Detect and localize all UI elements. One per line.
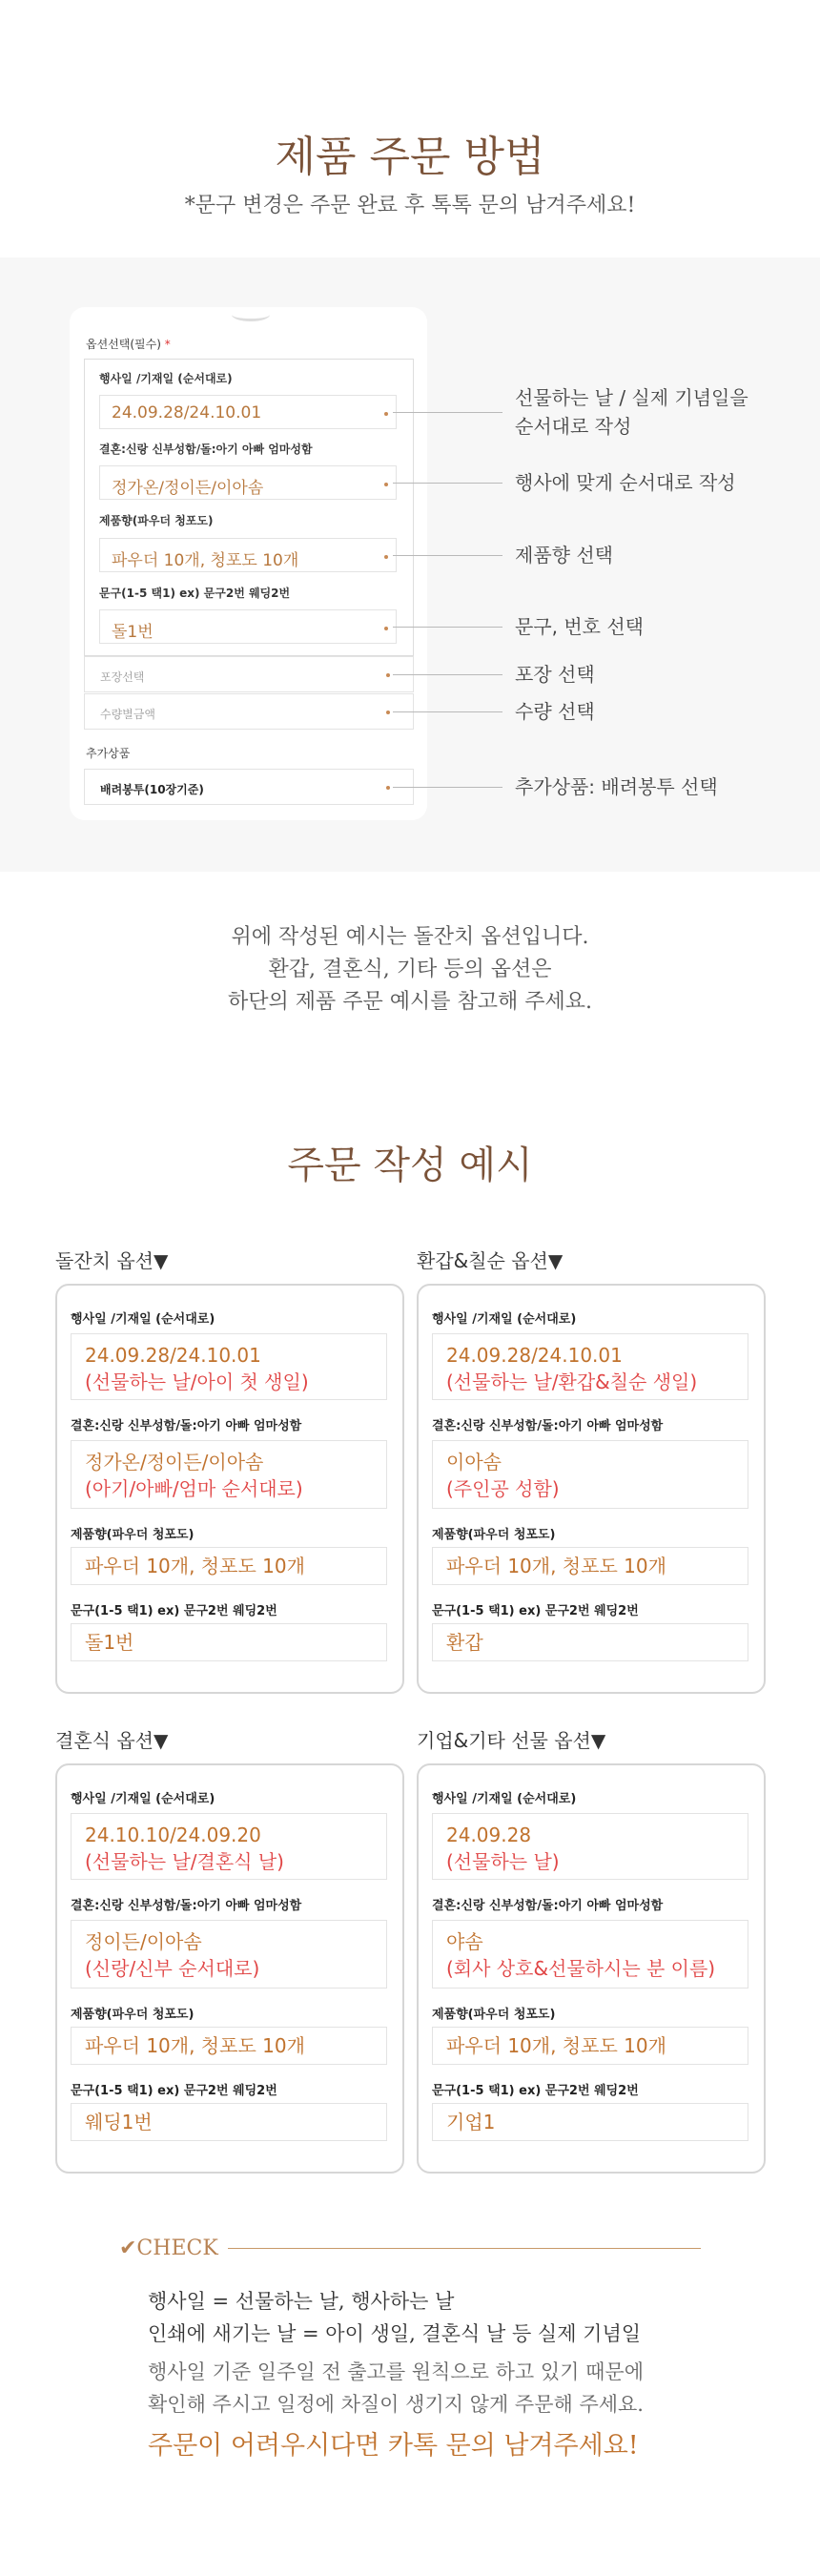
page-subtitle: *문구 변경은 주문 완료 후 톡톡 문의 남겨주세요! [184,194,636,217]
check-line-2: 인쇄에 새기는 날 = 아이 생일, 결혼식 날 등 실제 기념일 [148,2322,642,2345]
names-field: 이아솜 (주인공 성함) [432,1440,748,1509]
callout-line [393,627,502,628]
date-field: 24.09.28 (선물하는 날) [432,1813,748,1880]
names-label: 결혼:신랑 신부성함/돌:아기 아빠 엄마성함 [432,1899,664,1913]
names-label: 결혼:신랑 신부성함/돌:아기 아빠 엄마성함 [71,1899,302,1913]
names-label: 결혼:신랑 신부성함/돌:아기 아빠 엄마성함 [99,443,313,456]
phrase-field: 기업1 [432,2103,748,2141]
callout-phrase: 문구, 번호 선택 [515,615,644,638]
addon-title: 추가상품 [86,747,131,760]
option-title: 옵션선택(필수) * [86,338,171,351]
callout-addon: 추가상품: 배려봉투 선택 [515,775,718,798]
scent-field: 파우더 10개, 청포도 10개 [71,2027,387,2065]
callout-date: 선물하는 날 / 실제 기념일을 순서대로 작성 [515,386,748,438]
addon-select[interactable]: 배려봉투(10장기준) [84,769,414,805]
callout-line [393,711,502,712]
names-field: 야솜 (회사 상호&선물하시는 분 이름) [432,1920,748,1989]
scent-field: 파우더 10개, 청포도 10개 [432,2027,748,2065]
callout-names: 행사에 맞게 순서대로 작성 [515,471,736,494]
examples-title: 주문 작성 예시 [287,1144,533,1187]
callout-line [393,787,502,788]
phrase-input[interactable]: 돌1번 [99,609,397,644]
required-mark: * [164,338,171,351]
callout-packaging: 포장 선택 [515,663,595,686]
date-field: 24.09.28/24.10.01 (선물하는 날/아이 첫 생일) [71,1333,387,1400]
scent-label: 제품향(파우더 청포도) [71,1528,195,1542]
phrase-label: 문구(1-5 택1) ex) 문구2번 웨딩2번 [432,1604,639,1618]
names-field: 정이든/이아솜 (신랑/신부 순서대로) [71,1920,387,1989]
phrase-label: 문구(1-5 택1) ex) 문구2번 웨딩2번 [71,2084,277,2098]
notice-line: 위에 작성된 예시는 돌잔치 옵션입니다. [231,925,589,949]
phrase-label: 문구(1-5 택1) ex) 문구2번 웨딩2번 [432,2084,639,2098]
names-label: 결혼:신랑 신부성함/돌:아기 아빠 엄마성함 [71,1419,302,1433]
check-line-1: 행사일 = 선물하는 날, 행사하는 날 [148,2290,455,2313]
example-heading: 결혼식 옵션▼ [55,1729,169,1752]
date-label: 행사일 /기재일 (순서대로) [71,1312,215,1327]
callout-line [393,555,502,556]
scent-field: 파우더 10개, 청포도 10개 [71,1547,387,1585]
phrase-label: 문구(1-5 택1) ex) 문구2번 웨딩2번 [71,1604,277,1618]
scent-label: 제품향(파우더 청포도) [432,2008,556,2022]
example-card [55,1284,404,1694]
notice-line: 하단의 제품 주문 예시를 참고해 주세요. [228,990,592,1014]
example-heading: 환갑&칠순 옵션▼ [417,1249,564,1272]
example-card [55,1763,404,2174]
check-line-4: 확인해 주시고 일정에 차질이 생기지 않게 주문해 주세요. [148,2393,644,2416]
example-card [417,1284,766,1694]
example-heading: 기업&기타 선물 옵션▼ [417,1729,606,1752]
phrase-field: 웨딩1번 [71,2103,387,2141]
phrase-field: 환갑 [432,1623,748,1661]
quantity-select[interactable]: 수량별금액 [84,693,414,730]
phrase-label: 문구(1-5 택1) ex) 문구2번 웨딩2번 [99,587,291,600]
scent-label: 제품향(파우더 청포도) [71,2008,195,2022]
check-title: ✔CHECK [119,2236,228,2260]
check-line-3: 행사일 기준 일주일 전 출고를 원칙으로 하고 있기 때문에 [148,2360,644,2383]
callout-line [393,674,502,675]
scent-input[interactable]: 파우더 10개, 청포도 10개 [99,538,397,572]
callout-quantity: 수량 선택 [515,700,595,723]
check-line-5: 주문이 어려우시다면 카톡 문의 남겨주세요! [148,2431,639,2461]
scent-label: 제품향(파우더 청포도) [99,514,214,527]
date-label: 행사일 /기재일 (순서대로) [71,1792,215,1806]
date-label: 행사일 /기재일 (순서대로) [99,372,233,385]
names-field: 정가온/정이든/이아솜 (아기/아빠/엄마 순서대로) [71,1440,387,1509]
phrase-field: 돌1번 [71,1623,387,1661]
names-label: 결혼:신랑 신부성함/돌:아기 아빠 엄마성함 [432,1419,664,1433]
date-input[interactable]: 24.09.28/24.10.01 [99,395,397,429]
date-field: 24.10.10/24.09.20 (선물하는 날/결혼식 날) [71,1813,387,1880]
collapse-handle[interactable] [232,308,270,321]
callout-line [393,412,502,413]
example-card [417,1763,766,2174]
date-field: 24.09.28/24.10.01 (선물하는 날/환갑&칠순 생일) [432,1333,748,1400]
packaging-select[interactable]: 포장선택 [84,656,414,692]
names-input[interactable]: 정가온/정이든/이아솜 [99,465,397,500]
date-label: 행사일 /기재일 (순서대로) [432,1312,577,1327]
callout-line [393,483,502,484]
scent-field: 파우더 10개, 청포도 10개 [432,1547,748,1585]
example-heading: 돌잔치 옵션▼ [55,1249,169,1272]
scent-label: 제품향(파우더 청포도) [432,1528,556,1542]
notice-line: 환갑, 결혼식, 기타 등의 옵션은 [268,958,552,981]
page-title: 제품 주문 방법 [275,133,545,181]
date-label: 행사일 /기재일 (순서대로) [432,1792,577,1806]
callout-scent: 제품향 선택 [515,544,613,567]
